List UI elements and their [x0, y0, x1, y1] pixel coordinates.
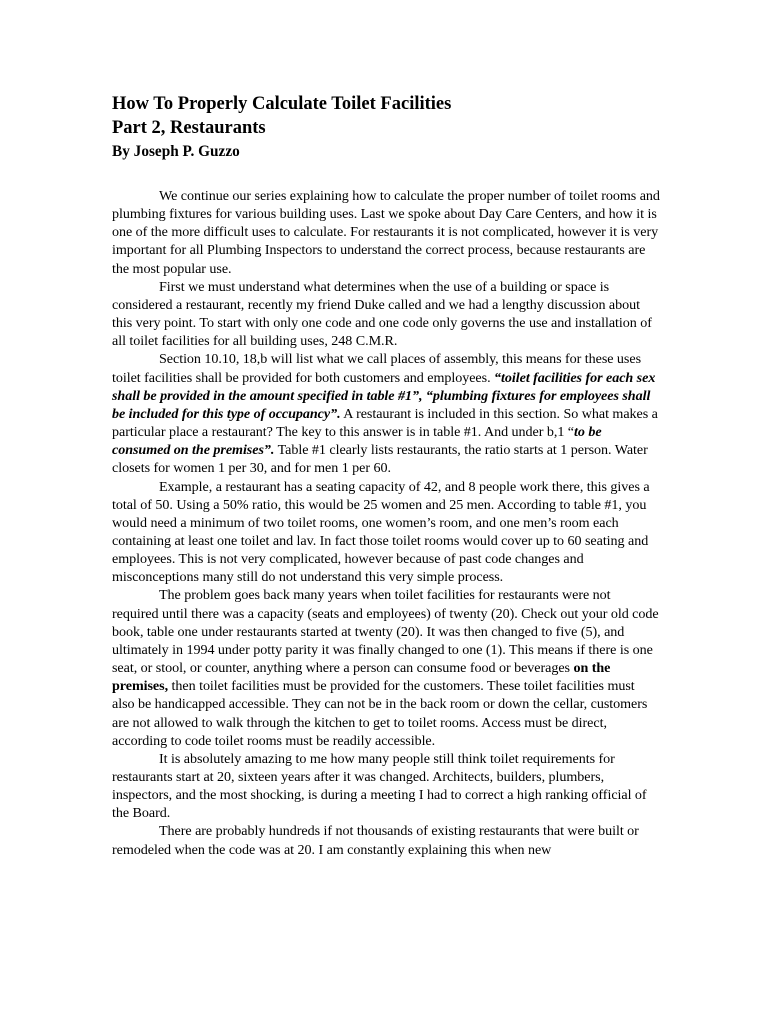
emphasis-on-the-premises: on the premises, — [112, 660, 611, 695]
paragraph-5-text-a: The problem goes back many years when toilet facilities for restaurants were not required until there was a capacity (seats and employees) of twenty (20). Check out your old code book, table one under restaurants started at twenty (20). It was then changed to five (5), and ultimately in 1994 under potty parity it was finally changed to one (1). This means if there is one seat, or stool, or counter, anything where a person can consume food or beverages — [112, 587, 659, 677]
paragraph-5 — [112, 586, 660, 749]
title-line-2: Part 2, Restaurants — [112, 118, 266, 138]
document-title — [112, 92, 660, 140]
paragraph-5-text-b: then toilet facilities must be provided for the customers. These toilet facilities must also be handicapped accessible. They can not be in the back room or down the cellar, customers are not allowed to walk through the kitchen to get to toilet rooms. Access must be direct, according to code toilet rooms must be readily accessible. — [112, 678, 648, 749]
paragraph-7: There are probably hundreds if not thousands of existing restaurants that were built or remodeled when the code was at 20. I am constantly explaining this when new — [112, 823, 639, 858]
code-quote-premises: to be consumed on the premises”. — [112, 424, 602, 459]
author-byline: By Joseph P. Guzzo — [112, 143, 240, 160]
paragraph-3-text-c: Table #1 clearly lists restaurants, the ratio starts at 1 person. Water closets for women 1 per 30, and for men 1 per 60. — [112, 442, 648, 477]
title-line-1: How To Properly Calculate Toilet Facilities — [112, 94, 452, 114]
paragraph-3 — [112, 350, 660, 477]
code-quote-toilet-facilities: “toilet facilities for each sex shall be provided in the amount specified in table #1”, “plumbing fixtures for employees shall be included for this type of occupancy”. — [112, 369, 656, 422]
paragraph-3-text-a: Section 10.10, 18,b will list what we call places of assembly, this means for these uses toilet facilities shall be provided for both customers and employees. — [112, 351, 642, 386]
paragraph-3-text-b: A restaurant is included in this section. So what makes a particular place a restaurant? The key to this answer is in table #1. And under b,1 “ — [112, 405, 658, 441]
paragraph-2: First we must understand what determines when the use of a building or space is considered a restaurant, recently my friend Duke called and we had a lengthy discussion about this very point. To start with only one code and one code only governs the use and installation of all toilet facilities for all building uses, 248 C.M.R. — [112, 278, 652, 350]
paragraph-1: We continue our series explaining how to calculate the proper number of toilet rooms and plumbing fixtures for various building uses. Last we spoke about Day Care Centers, and how it is one of the more difficult uses to calculate. For restaurants it is not complicated, however it is very important for all Plumbing Inspectors to understand the correct process, because restaurants are the most popular use. — [112, 188, 660, 277]
paragraph-4: Example, a restaurant has a seating capacity of 42, and 8 people work there, this gives a total of 50. Using a 50% ratio, this would be 25 women and 25 men. According to table #1, you would need a minimum of two toilet rooms, one women’s room, and one men’s room each containing at least one toilet and lav. In fact those toilet rooms would cover up to 60 seating and employees. This is not very complicated, however because of past code changes and misconceptions many still do not understand this very simple process. — [112, 478, 650, 586]
document-page — [112, 92, 660, 859]
paragraph-6: It is absolutely amazing to me how many people still think toilet requirements for restaurants start at 20, sixteen years after it was changed. Architects, builders, plumbers, inspectors, and the most shocking, is during a meeting I had to correct a high ranking official of the Board. — [112, 750, 647, 822]
